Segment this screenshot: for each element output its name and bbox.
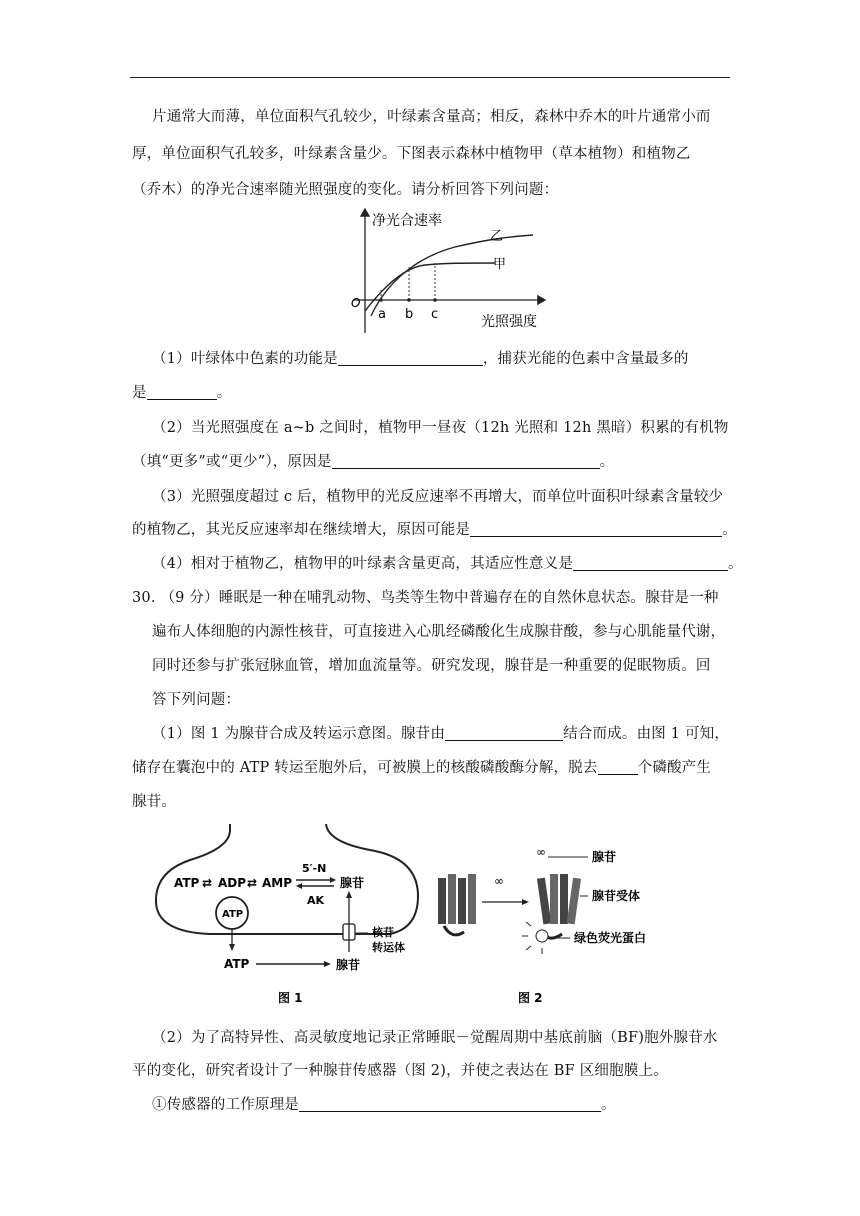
figure-1-caption: 图 1	[278, 991, 303, 1005]
q29-1-line-2	[132, 376, 231, 410]
transporter-label-2: 转运体	[372, 941, 405, 954]
q29-4-text-b: 。	[728, 556, 743, 572]
fig2-receptor-label: 腺苷受体	[592, 889, 641, 903]
adp-label: ADP	[218, 876, 247, 890]
q30-2-line-2: 平的变化，研究者设计了一种腺苷传感器（图 2)，并使之表达在 BF 区细胞膜上。	[132, 1063, 668, 1079]
amp-to-adenosine-arrowhead	[330, 877, 336, 883]
q30-1-line-2	[132, 751, 711, 785]
q30-3-line	[152, 1088, 616, 1122]
atp-outside-label: ATP	[224, 957, 250, 971]
q29-3-line: （3）光照强度超过 c 后，植物甲的光反应速率不再增大，而单位叶面积叶绿素含量较少	[152, 489, 724, 505]
point-c	[433, 298, 437, 302]
transport-arrowhead	[346, 891, 352, 898]
q30-1-text-b: 结合而成。由图 1 可知，	[563, 726, 730, 742]
atp-label: ATP	[174, 876, 200, 890]
q30-1-line	[152, 717, 729, 751]
point-a	[379, 298, 383, 302]
q29-3-line-2	[132, 513, 737, 547]
adenosine-molecule-free: ∞	[494, 874, 504, 888]
adenosine-inside-label: 腺苷	[340, 876, 365, 890]
tick-a: a	[378, 307, 386, 322]
vesicle-atp-label: ATP	[222, 909, 244, 920]
enzyme-5n-label: 5′-N	[302, 862, 327, 875]
q30-line-4: 答下列问题：	[152, 692, 241, 708]
q30-line-2: 遍布人体细胞的内源性核苷，可直接进入心肌经磷酸化生成腺苷酸，参与心肌能量代谢，	[152, 624, 726, 640]
q30-1-line-3: 腺苷。	[132, 794, 177, 810]
figure-2-caption: 图 2	[518, 991, 543, 1005]
header-rule	[130, 77, 730, 78]
q29-2-blank	[332, 454, 600, 469]
q29-1-text-c: 是	[132, 385, 147, 401]
q29-1-text-d: 。	[216, 385, 232, 401]
sensor-bound	[537, 874, 581, 938]
q29-2-line: （2）当光照强度在 a~b 之间时，植物甲一昼夜（12h 光照和 12h 黑暗）积累的有机物	[152, 420, 729, 436]
q29-3-text-c: 。	[722, 522, 737, 538]
q30-1-text-a: （1）图 1 为腺苷合成及转运示意图。腺苷由	[152, 726, 446, 742]
q29-2-text-b: （填“更多”或“更少”），原因是	[132, 454, 332, 470]
q29-2-line-2	[132, 445, 614, 479]
fig2-gfp-label: 绿色荧光蛋白	[574, 931, 647, 945]
exocytosis-arrowhead	[229, 944, 235, 951]
intro-line-3: （乔木）的净光合速率随光照强度的变化。请分析回答下列问题：	[132, 182, 559, 198]
origin-label: O	[351, 296, 361, 310]
q29-1-text-a: （1）叶绿体中色素的功能是	[152, 351, 338, 367]
q29-2-text-c: 。	[599, 454, 615, 470]
q29-3-text-b: 的植物乙，其光反应速率却在继续增大，原因可能是	[132, 522, 471, 538]
ak-label: AK	[307, 894, 325, 907]
q30-line-3: 同时还参与扩张冠脉血管，增加血流量等。研究发现，腺苷是一种重要的促眠物质。回	[152, 658, 711, 674]
curve-jia	[365, 263, 495, 311]
q30-3-text-a: ①传感器的工作原理是	[152, 1097, 299, 1113]
net-photosynthesis-graph	[345, 205, 555, 340]
q29-4-line	[152, 547, 743, 581]
fig2-adenosine-label: 腺苷	[592, 850, 617, 864]
x-axis-label: 光照强度	[481, 314, 537, 330]
q29-3-blank	[470, 522, 722, 537]
q29-1-text-b: ，捕获光能的色素中含量最多的	[482, 351, 689, 367]
curve-yi-label: 乙	[490, 229, 504, 244]
q30-1-text-c: 储存在囊泡中的 ATP 转运至胞外后，可被膜上的核酸磷酸酶分解，脱去	[132, 760, 598, 776]
intro-line-2: 厚，单位面积气孔较多，叶绿素含量少。下图表示森林中植物甲（草本植物）和植物乙	[132, 146, 691, 162]
q29-1-blank-1	[338, 351, 483, 366]
y-axis-label: 净光合速率	[372, 213, 442, 229]
atp-adp-arrow: ⇄	[202, 876, 213, 890]
q30-line-1: 30. （9 分）睡眠是一种在哺乳动物、鸟类等生物中普遍存在的自然休息状态。腺苷是一种	[132, 590, 719, 606]
adenosine-outside-label: 腺苷	[336, 958, 361, 972]
curve-yi	[371, 235, 533, 316]
sensor-unbound	[438, 874, 476, 935]
figure-2	[430, 840, 690, 1010]
intro-line-1: 片通常大而薄，单位面积气孔较少，叶绿素含量高；相反，森林中乔木的叶片通常小而	[152, 109, 711, 125]
adenosine-molecule-bound: ∞	[536, 845, 546, 859]
binding-arrowhead	[522, 899, 529, 905]
gfp-glow	[522, 922, 548, 954]
q29-1-blank-2	[147, 385, 217, 400]
q29-4-text-a: （4）相对于植物乙，植物甲的叶绿素含量更高，其适应性意义是	[152, 556, 574, 572]
q30-1-text-d: 个磷酸产生	[637, 760, 712, 776]
adenosine-to-amp-arrowhead	[296, 883, 302, 889]
q29-1-line	[152, 342, 689, 376]
figure-1	[150, 820, 430, 1010]
q30-1-blank-2	[598, 760, 638, 775]
atp-to-adenosine-arrowhead	[324, 961, 331, 967]
curve-jia-label: 甲	[493, 257, 507, 272]
tick-c: c	[431, 307, 439, 322]
transporter-label-1: 核苷	[372, 926, 394, 939]
q30-2-line: （2）为了高特异性、高灵敏度地记录正常睡眠－觉醒周期中基底前脑（BF)胞外腺苷水	[152, 1030, 718, 1046]
tick-b: b	[405, 307, 414, 322]
amp-label: AMP	[262, 876, 293, 890]
q30-3-blank	[299, 1097, 601, 1112]
adp-amp-arrow: ⇄	[247, 876, 258, 890]
q30-1-blank-1	[445, 726, 563, 741]
q30-3-text-b: 。	[601, 1097, 616, 1113]
q29-4-blank	[573, 556, 728, 571]
point-b	[407, 298, 411, 302]
